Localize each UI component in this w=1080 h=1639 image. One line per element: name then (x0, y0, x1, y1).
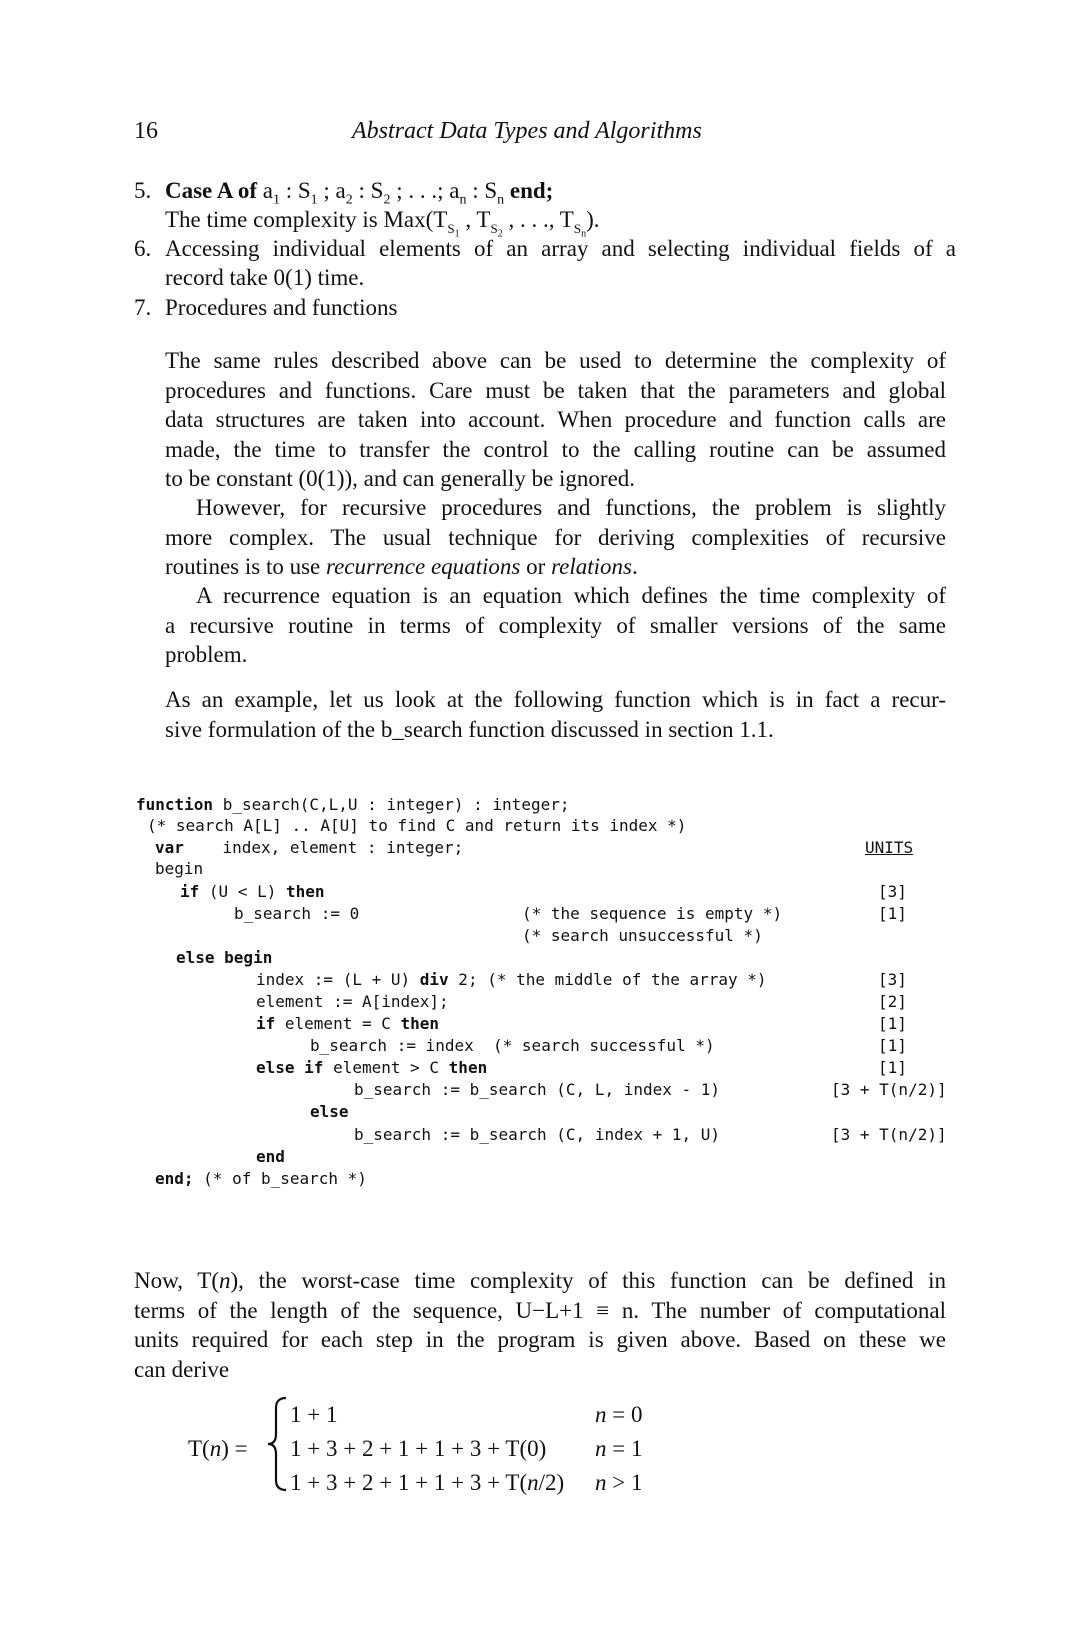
units-value: [2] (878, 992, 907, 1011)
page-number: 16 (134, 118, 158, 144)
units-value: [1] (878, 1058, 907, 1077)
paragraph-example: As an example, let us look at the following function which is in fact a recur- sive formulation of the b_search function discussed in section 1.1. (165, 687, 946, 742)
code-line-found: b_search := index (* search successful *) (310, 1036, 715, 1055)
paragraph-derivation: Now, T(n), the worst-case time complexity of this function can be defined in terms of the length of the sequence, U−L+1 ≡ n. The number of computational units required for each step in the program is given above. Based on these we can derive (134, 1268, 946, 1382)
equation-lhs: T(n) = (188, 1436, 248, 1461)
case-expr: 1 + 3 + 2 + 1 + 1 + 3 + T(n/2) (290, 1470, 565, 1495)
code-line-assign-zero: b_search := 0 (234, 904, 360, 923)
units-value: [3] (878, 882, 907, 901)
units-header: UNITS (865, 838, 914, 857)
code-line-element: element := A[index]; (256, 992, 449, 1011)
code-line-recurse-right: b_search := b_search (C, index + 1, U) (354, 1125, 721, 1144)
units-value: [1] (878, 1036, 907, 1055)
running-title: Abstract Data Types and Algorithms (352, 118, 702, 144)
code-comment-empty: (* the sequence is empty *) (522, 904, 783, 923)
left-brace-icon (266, 1396, 290, 1492)
code-line-begin: begin (155, 859, 204, 878)
units-value: [1] (878, 904, 907, 923)
units-value: [3] (878, 970, 907, 989)
code-line-else: else (310, 1102, 349, 1121)
paragraph-procedures: The same rules described above can be used to determine the complexity of procedures and functions. Care must be taken that the parameters and global data structures are taken into account. When procedure and function calls are made, the time to transfer the control to the calling routine can be assumed to be constant (0(1)), and can generally be ignored. (165, 348, 946, 491)
paragraph-recurrence-definition: A recurrence equation is an equation which defines the time complexity of a recursive routine in terms of complexity of smaller versions of the same problem. (165, 583, 946, 667)
case-cond: n = 0 (595, 1402, 643, 1427)
code-line-index: index := (L + U) div 2; (* the middle of the array *) (256, 970, 767, 989)
code-line-function: function b_search(C,L,U : integer) : integer; (136, 795, 570, 814)
case-cond: n > 1 (595, 1470, 643, 1495)
units-value: [3 + T(n/2)] (831, 1125, 947, 1144)
code-line-else-if: else if element > C then (256, 1058, 488, 1077)
units-value: [1] (878, 1014, 907, 1033)
paragraph-recursive: However, for recursive procedures and functions, the problem is slightly more complex. The usual technique for deriving complexities of recursive routines is to use recurrence equations or relations. (165, 495, 946, 579)
case-cond: n = 1 (595, 1436, 643, 1461)
units-value: [3 + T(n/2)] (831, 1080, 947, 1099)
code-line-end-function: end; (* of b_search *) (155, 1169, 367, 1188)
code-comment-unsuccessful: (* search unsuccessful *) (522, 926, 763, 945)
code-line-if: if (U < L) then (180, 882, 325, 901)
code-line-else-begin: else begin (176, 948, 273, 967)
case-statement: Case A of $a_1$ : $S_1$ ; $a_2$ : $S_2$ ; . . .; $a_n$ : $S_n$ end; (165, 178, 554, 208)
case-complexity: The time complexity is $Max(T_{S_1}$ , $T_{S_2}$ , . . ., $T_{S_n}$). (165, 207, 600, 240)
case-expr: 1 + 3 + 2 + 1 + 1 + 3 + T(0) (290, 1436, 547, 1461)
case-expr: 1 + 1 (290, 1402, 338, 1427)
code-line-comment: (* search A[L] .. A[U] to find C and return its index *) (147, 816, 687, 835)
code-line-recurse-left: b_search := b_search (C, L, index - 1) (354, 1080, 721, 1099)
code-line-var: var index, element : integer; (155, 838, 464, 857)
code-line-if-equal: if element = C then (256, 1014, 440, 1033)
code-line-end: end (256, 1147, 285, 1166)
